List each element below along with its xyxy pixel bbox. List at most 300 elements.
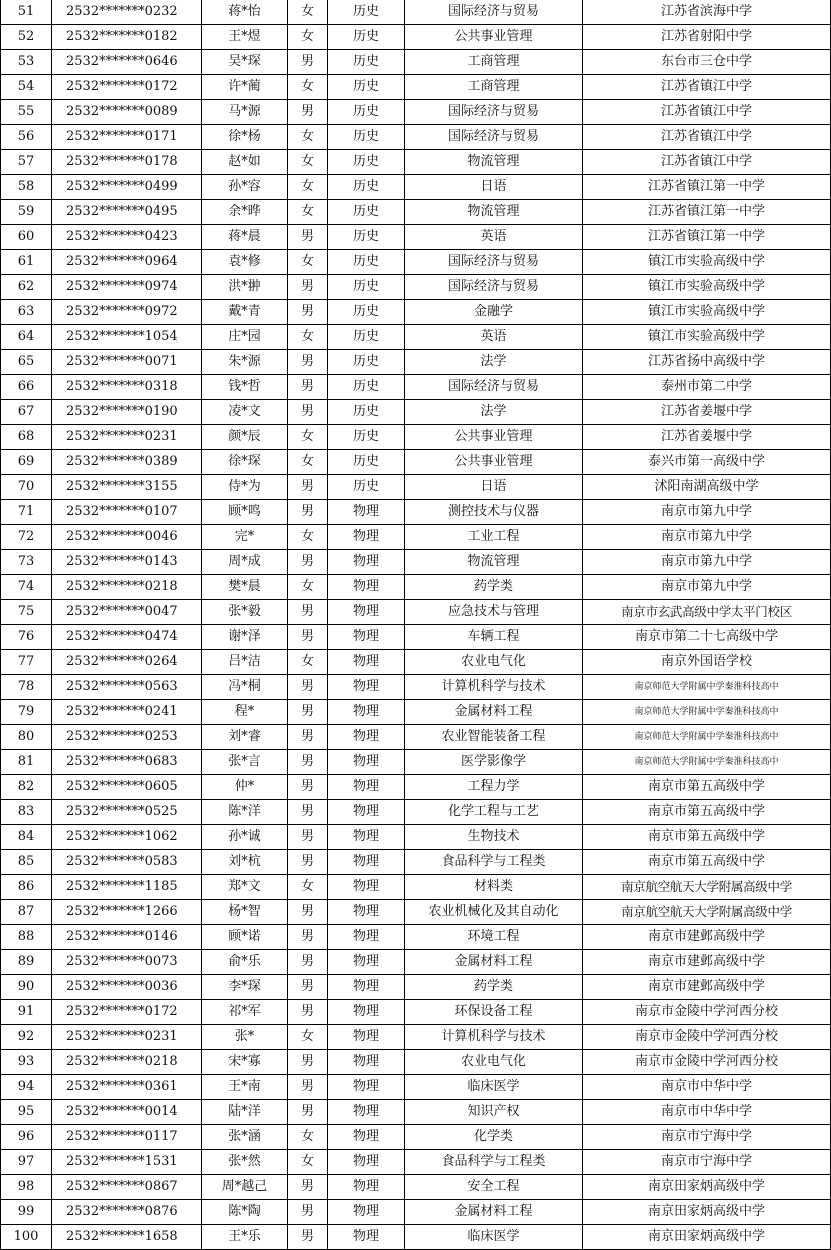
major-cell: 金融学	[405, 300, 583, 325]
major-cell: 食品科学与工程类	[405, 1150, 583, 1175]
subject-cell: 物理	[328, 500, 405, 525]
row-number-cell: 54	[1, 75, 52, 100]
subject-cell: 物理	[328, 700, 405, 725]
school-cell: 镇江市实验高级中学	[583, 250, 831, 275]
candidate-id-cell: 2532*******0046	[52, 525, 202, 550]
school-cell: 江苏省扬中高级中学	[583, 350, 831, 375]
row-number-cell: 61	[1, 250, 52, 275]
major-cell: 环境工程	[405, 925, 583, 950]
name-cell: 张*涵	[202, 1125, 288, 1150]
gender-cell: 男	[288, 50, 328, 75]
major-cell: 国际经济与贸易	[405, 125, 583, 150]
major-cell: 药学类	[405, 575, 583, 600]
gender-cell: 男	[288, 825, 328, 850]
row-number-cell: 55	[1, 100, 52, 125]
table-row	[1, 650, 831, 675]
gender-cell: 男	[288, 1225, 328, 1250]
major-cell: 农业电气化	[405, 650, 583, 675]
name-cell: 顾*鸣	[202, 500, 288, 525]
table-row	[1, 275, 831, 300]
candidate-id-cell: 2532*******0964	[52, 250, 202, 275]
major-cell: 测控技术与仪器	[405, 500, 583, 525]
table-row	[1, 1125, 831, 1150]
major-cell: 金属材料工程	[405, 950, 583, 975]
candidate-id-cell: 2532*******1658	[52, 1225, 202, 1250]
subject-cell: 历史	[328, 150, 405, 175]
gender-cell: 女	[288, 1025, 328, 1050]
gender-cell: 女	[288, 200, 328, 225]
candidate-id-cell: 2532*******3155	[52, 475, 202, 500]
name-cell: 蒋*怡	[202, 0, 288, 25]
candidate-id-cell: 2532*******0646	[52, 50, 202, 75]
table-row	[1, 1000, 831, 1025]
major-cell: 英语	[405, 325, 583, 350]
subject-cell: 历史	[328, 300, 405, 325]
row-number-cell: 68	[1, 425, 52, 450]
school-cell: 南京外国语学校	[583, 650, 831, 675]
subject-cell: 物理	[328, 575, 405, 600]
school-cell: 南京市第五高级中学	[583, 800, 831, 825]
candidate-id-cell: 2532*******0683	[52, 750, 202, 775]
subject-cell: 物理	[328, 625, 405, 650]
table-row	[1, 825, 831, 850]
name-cell: 徐*琛	[202, 450, 288, 475]
major-cell: 临床医学	[405, 1075, 583, 1100]
row-number-cell: 88	[1, 925, 52, 950]
gender-cell: 女	[288, 425, 328, 450]
table-row	[1, 900, 831, 925]
table-row	[1, 700, 831, 725]
major-cell: 材料类	[405, 875, 583, 900]
subject-cell: 历史	[328, 225, 405, 250]
gender-cell: 男	[288, 975, 328, 1000]
name-cell: 刘*杭	[202, 850, 288, 875]
major-cell: 日语	[405, 175, 583, 200]
subject-cell: 历史	[328, 75, 405, 100]
gender-cell: 男	[288, 775, 328, 800]
gender-cell: 男	[288, 350, 328, 375]
table-row	[1, 200, 831, 225]
gender-cell: 男	[288, 300, 328, 325]
subject-cell: 历史	[328, 275, 405, 300]
major-cell: 化学类	[405, 1125, 583, 1150]
row-number-cell: 60	[1, 225, 52, 250]
candidate-id-cell: 2532*******0264	[52, 650, 202, 675]
name-cell: 戴*青	[202, 300, 288, 325]
name-cell: 仲*	[202, 775, 288, 800]
table-row	[1, 250, 831, 275]
school-cell: 南京师范大学附属中学秦淮科技高中	[583, 700, 831, 725]
school-cell: 江苏省镇江第一中学	[583, 175, 831, 200]
candidate-id-cell: 2532*******0241	[52, 700, 202, 725]
school-cell: 东台市三仓中学	[583, 50, 831, 75]
table-row	[1, 325, 831, 350]
candidate-id-cell: 2532*******0423	[52, 225, 202, 250]
major-cell: 公共事业管理	[405, 25, 583, 50]
major-cell: 知识产权	[405, 1100, 583, 1125]
subject-cell: 物理	[328, 600, 405, 625]
gender-cell: 男	[288, 375, 328, 400]
school-cell: 江苏省镇江中学	[583, 125, 831, 150]
row-number-cell: 100	[1, 1225, 52, 1250]
candidate-id-cell: 2532*******1062	[52, 825, 202, 850]
candidate-id-cell: 2532*******0071	[52, 350, 202, 375]
name-cell: 宋*寡	[202, 1050, 288, 1075]
table-row	[1, 725, 831, 750]
subject-cell: 物理	[328, 825, 405, 850]
school-cell: 南京市第九中学	[583, 525, 831, 550]
gender-cell: 女	[288, 450, 328, 475]
table-row	[1, 500, 831, 525]
table-row	[1, 150, 831, 175]
major-cell: 工业工程	[405, 525, 583, 550]
major-cell: 法学	[405, 350, 583, 375]
subject-cell: 历史	[328, 450, 405, 475]
candidate-id-cell: 2532*******0117	[52, 1125, 202, 1150]
major-cell: 食品科学与工程类	[405, 850, 583, 875]
row-number-cell: 69	[1, 450, 52, 475]
gender-cell: 女	[288, 0, 328, 25]
name-cell: 陆*洋	[202, 1100, 288, 1125]
name-cell: 孙*容	[202, 175, 288, 200]
subject-cell: 历史	[328, 100, 405, 125]
table-row	[1, 0, 831, 25]
name-cell: 郑*文	[202, 875, 288, 900]
major-cell: 国际经济与贸易	[405, 375, 583, 400]
subject-cell: 历史	[328, 125, 405, 150]
major-cell: 工商管理	[405, 75, 583, 100]
row-number-cell: 84	[1, 825, 52, 850]
candidate-id-cell: 2532*******0089	[52, 100, 202, 125]
candidate-id-cell: 2532*******0218	[52, 1050, 202, 1075]
row-number-cell: 67	[1, 400, 52, 425]
major-cell: 金属材料工程	[405, 700, 583, 725]
major-cell: 工商管理	[405, 50, 583, 75]
subject-cell: 物理	[328, 975, 405, 1000]
major-cell: 物流管理	[405, 550, 583, 575]
school-cell: 泰兴市第一高级中学	[583, 450, 831, 475]
table-row	[1, 875, 831, 900]
row-number-cell: 85	[1, 850, 52, 875]
subject-cell: 物理	[328, 800, 405, 825]
row-number-cell: 83	[1, 800, 52, 825]
candidate-id-cell: 2532*******0171	[52, 125, 202, 150]
major-cell: 计算机科学与技术	[405, 1025, 583, 1050]
name-cell: 侍*为	[202, 475, 288, 500]
major-cell: 安全工程	[405, 1175, 583, 1200]
candidate-id-cell: 2532*******0036	[52, 975, 202, 1000]
subject-cell: 物理	[328, 1050, 405, 1075]
name-cell: 祁*军	[202, 1000, 288, 1025]
subject-cell: 物理	[328, 1100, 405, 1125]
candidate-id-cell: 2532*******0525	[52, 800, 202, 825]
table-row	[1, 225, 831, 250]
candidate-id-cell: 2532*******0146	[52, 925, 202, 950]
gender-cell: 男	[288, 1100, 328, 1125]
subject-cell: 物理	[328, 1075, 405, 1100]
row-number-cell: 70	[1, 475, 52, 500]
subject-cell: 物理	[328, 950, 405, 975]
school-cell: 南京市建邺高级中学	[583, 950, 831, 975]
school-cell: 沭阳南湖高级中学	[583, 475, 831, 500]
table-row	[1, 750, 831, 775]
school-cell: 南京市宁海中学	[583, 1150, 831, 1175]
row-number-cell: 56	[1, 125, 52, 150]
row-number-cell: 52	[1, 25, 52, 50]
row-number-cell: 53	[1, 50, 52, 75]
table-row	[1, 1025, 831, 1050]
gender-cell: 男	[288, 800, 328, 825]
gender-cell: 男	[288, 1075, 328, 1100]
candidate-id-cell: 2532*******0974	[52, 275, 202, 300]
table-row	[1, 1075, 831, 1100]
school-cell: 江苏省滨海中学	[583, 0, 831, 25]
name-cell: 李*琛	[202, 975, 288, 1000]
school-cell: 南京航空航天大学附属高级中学	[583, 900, 831, 925]
name-cell: 许*蔺	[202, 75, 288, 100]
major-cell: 应急技术与管理	[405, 600, 583, 625]
school-cell: 江苏省镇江中学	[583, 100, 831, 125]
candidate-id-cell: 2532*******0178	[52, 150, 202, 175]
gender-cell: 男	[288, 750, 328, 775]
major-cell: 日语	[405, 475, 583, 500]
name-cell: 赵*如	[202, 150, 288, 175]
school-cell: 南京市建邺高级中学	[583, 975, 831, 1000]
subject-cell: 历史	[328, 25, 405, 50]
school-cell: 南京市金陵中学河西分校	[583, 1050, 831, 1075]
row-number-cell: 65	[1, 350, 52, 375]
candidate-id-cell: 2532*******0495	[52, 200, 202, 225]
row-number-cell: 90	[1, 975, 52, 1000]
row-number-cell: 86	[1, 875, 52, 900]
school-cell: 南京市第五高级中学	[583, 825, 831, 850]
table-row	[1, 800, 831, 825]
name-cell: 钱*哲	[202, 375, 288, 400]
candidate-id-cell: 2532*******0231	[52, 1025, 202, 1050]
row-number-cell: 57	[1, 150, 52, 175]
table-row	[1, 1150, 831, 1175]
gender-cell: 男	[288, 675, 328, 700]
major-cell: 物流管理	[405, 150, 583, 175]
subject-cell: 历史	[328, 250, 405, 275]
name-cell: 陈*陶	[202, 1200, 288, 1225]
name-cell: 周*越己	[202, 1175, 288, 1200]
subject-cell: 物理	[328, 1125, 405, 1150]
name-cell: 庄*园	[202, 325, 288, 350]
table-row	[1, 625, 831, 650]
row-number-cell: 78	[1, 675, 52, 700]
subject-cell: 物理	[328, 925, 405, 950]
gender-cell: 女	[288, 250, 328, 275]
gender-cell: 男	[288, 700, 328, 725]
subject-cell: 物理	[328, 650, 405, 675]
row-number-cell: 80	[1, 725, 52, 750]
major-cell: 临床医学	[405, 1225, 583, 1250]
gender-cell: 男	[288, 1050, 328, 1075]
gender-cell: 男	[288, 550, 328, 575]
school-cell: 南京师范大学附属中学秦淮科技高中	[583, 750, 831, 775]
gender-cell: 男	[288, 275, 328, 300]
major-cell: 国际经济与贸易	[405, 0, 583, 25]
subject-cell: 物理	[328, 850, 405, 875]
subject-cell: 历史	[328, 425, 405, 450]
school-cell: 南京市玄武高级中学太平门校区	[583, 600, 831, 625]
row-number-cell: 64	[1, 325, 52, 350]
gender-cell: 男	[288, 900, 328, 925]
table-row	[1, 850, 831, 875]
school-cell: 南京田家炳高级中学	[583, 1200, 831, 1225]
major-cell: 法学	[405, 400, 583, 425]
subject-cell: 物理	[328, 775, 405, 800]
row-number-cell: 95	[1, 1100, 52, 1125]
school-cell: 南京市第九中学	[583, 550, 831, 575]
row-number-cell: 76	[1, 625, 52, 650]
gender-cell: 男	[288, 400, 328, 425]
school-cell: 南京田家炳高级中学	[583, 1225, 831, 1250]
school-cell: 南京市中华中学	[583, 1075, 831, 1100]
subject-cell: 物理	[328, 550, 405, 575]
table-row	[1, 525, 831, 550]
school-cell: 南京市第五高级中学	[583, 775, 831, 800]
gender-cell: 男	[288, 225, 328, 250]
row-number-cell: 51	[1, 0, 52, 25]
school-cell: 镇江市实验高级中学	[583, 300, 831, 325]
gender-cell: 男	[288, 1175, 328, 1200]
name-cell: 洪*翀	[202, 275, 288, 300]
candidate-id-cell: 2532*******0361	[52, 1075, 202, 1100]
subject-cell: 物理	[328, 1175, 405, 1200]
candidate-id-cell: 2532*******0232	[52, 0, 202, 25]
major-cell: 医学影像学	[405, 750, 583, 775]
candidate-id-cell: 2532*******0107	[52, 500, 202, 525]
candidate-id-cell: 2532*******0867	[52, 1175, 202, 1200]
major-cell: 环保设备工程	[405, 1000, 583, 1025]
name-cell: 俞*乐	[202, 950, 288, 975]
name-cell: 王*煜	[202, 25, 288, 50]
row-number-cell: 99	[1, 1200, 52, 1225]
gender-cell: 男	[288, 1000, 328, 1025]
table-row	[1, 575, 831, 600]
major-cell: 英语	[405, 225, 583, 250]
row-number-cell: 94	[1, 1075, 52, 1100]
subject-cell: 物理	[328, 875, 405, 900]
name-cell: 朱*源	[202, 350, 288, 375]
school-cell: 泰州市第二中学	[583, 375, 831, 400]
candidate-id-cell: 2532*******0253	[52, 725, 202, 750]
school-cell: 江苏省射阳中学	[583, 25, 831, 50]
subject-cell: 历史	[328, 50, 405, 75]
gender-cell: 男	[288, 500, 328, 525]
major-cell: 公共事业管理	[405, 450, 583, 475]
gender-cell: 女	[288, 150, 328, 175]
major-cell: 农业电气化	[405, 1050, 583, 1075]
gender-cell: 男	[288, 1200, 328, 1225]
school-cell: 江苏省镇江第一中学	[583, 225, 831, 250]
table-row	[1, 450, 831, 475]
row-number-cell: 66	[1, 375, 52, 400]
school-cell: 南京市宁海中学	[583, 1125, 831, 1150]
school-cell: 江苏省镇江第一中学	[583, 200, 831, 225]
subject-cell: 物理	[328, 900, 405, 925]
gender-cell: 男	[288, 625, 328, 650]
row-number-cell: 59	[1, 200, 52, 225]
candidate-id-cell: 2532*******0218	[52, 575, 202, 600]
school-cell: 江苏省镇江中学	[583, 150, 831, 175]
school-cell: 江苏省姜堰中学	[583, 400, 831, 425]
candidate-id-cell: 2532*******1185	[52, 875, 202, 900]
name-cell: 樊*晨	[202, 575, 288, 600]
candidate-id-cell: 2532*******0318	[52, 375, 202, 400]
table-row	[1, 75, 831, 100]
row-number-cell: 63	[1, 300, 52, 325]
candidate-id-cell: 2532*******0474	[52, 625, 202, 650]
table-row	[1, 950, 831, 975]
school-cell: 镇江市实验高级中学	[583, 325, 831, 350]
major-cell: 国际经济与贸易	[405, 250, 583, 275]
row-number-cell: 82	[1, 775, 52, 800]
school-cell: 南京航空航天大学附属高级中学	[583, 875, 831, 900]
name-cell: 余*晔	[202, 200, 288, 225]
candidate-id-cell: 2532*******0876	[52, 1200, 202, 1225]
major-cell: 公共事业管理	[405, 425, 583, 450]
table-row	[1, 125, 831, 150]
school-cell: 南京市建邺高级中学	[583, 925, 831, 950]
subject-cell: 历史	[328, 350, 405, 375]
table-row	[1, 925, 831, 950]
school-cell: 南京市中华中学	[583, 1100, 831, 1125]
candidate-id-cell: 2532*******0172	[52, 75, 202, 100]
table-row	[1, 50, 831, 75]
name-cell: 凌*文	[202, 400, 288, 425]
subject-cell: 物理	[328, 1150, 405, 1175]
gender-cell: 男	[288, 100, 328, 125]
name-cell: 袁*修	[202, 250, 288, 275]
gender-cell: 女	[288, 575, 328, 600]
major-cell: 物流管理	[405, 200, 583, 225]
subject-cell: 历史	[328, 0, 405, 25]
row-number-cell: 89	[1, 950, 52, 975]
name-cell: 冯*桐	[202, 675, 288, 700]
row-number-cell: 93	[1, 1050, 52, 1075]
candidate-id-cell: 2532*******1531	[52, 1150, 202, 1175]
name-cell: 顾*诺	[202, 925, 288, 950]
candidate-id-cell: 2532*******1054	[52, 325, 202, 350]
major-cell: 农业机械化及其自动化	[405, 900, 583, 925]
table-row	[1, 175, 831, 200]
school-cell: 南京市第九中学	[583, 575, 831, 600]
major-cell: 金属材料工程	[405, 1200, 583, 1225]
name-cell: 蒋*晨	[202, 225, 288, 250]
school-cell: 江苏省镇江中学	[583, 75, 831, 100]
gender-cell: 女	[288, 75, 328, 100]
row-number-cell: 92	[1, 1025, 52, 1050]
major-cell: 国际经济与贸易	[405, 100, 583, 125]
gender-cell: 男	[288, 600, 328, 625]
major-cell: 车辆工程	[405, 625, 583, 650]
school-cell: 南京师范大学附属中学秦淮科技高中	[583, 675, 831, 700]
gender-cell: 女	[288, 25, 328, 50]
school-cell: 南京市第九中学	[583, 500, 831, 525]
table-row	[1, 1050, 831, 1075]
name-cell: 吕*洁	[202, 650, 288, 675]
name-cell: 吴*琛	[202, 50, 288, 75]
table-row	[1, 375, 831, 400]
candidate-id-cell: 2532*******0563	[52, 675, 202, 700]
gender-cell: 女	[288, 175, 328, 200]
name-cell: 谢*泽	[202, 625, 288, 650]
table-row	[1, 675, 831, 700]
row-number-cell: 73	[1, 550, 52, 575]
